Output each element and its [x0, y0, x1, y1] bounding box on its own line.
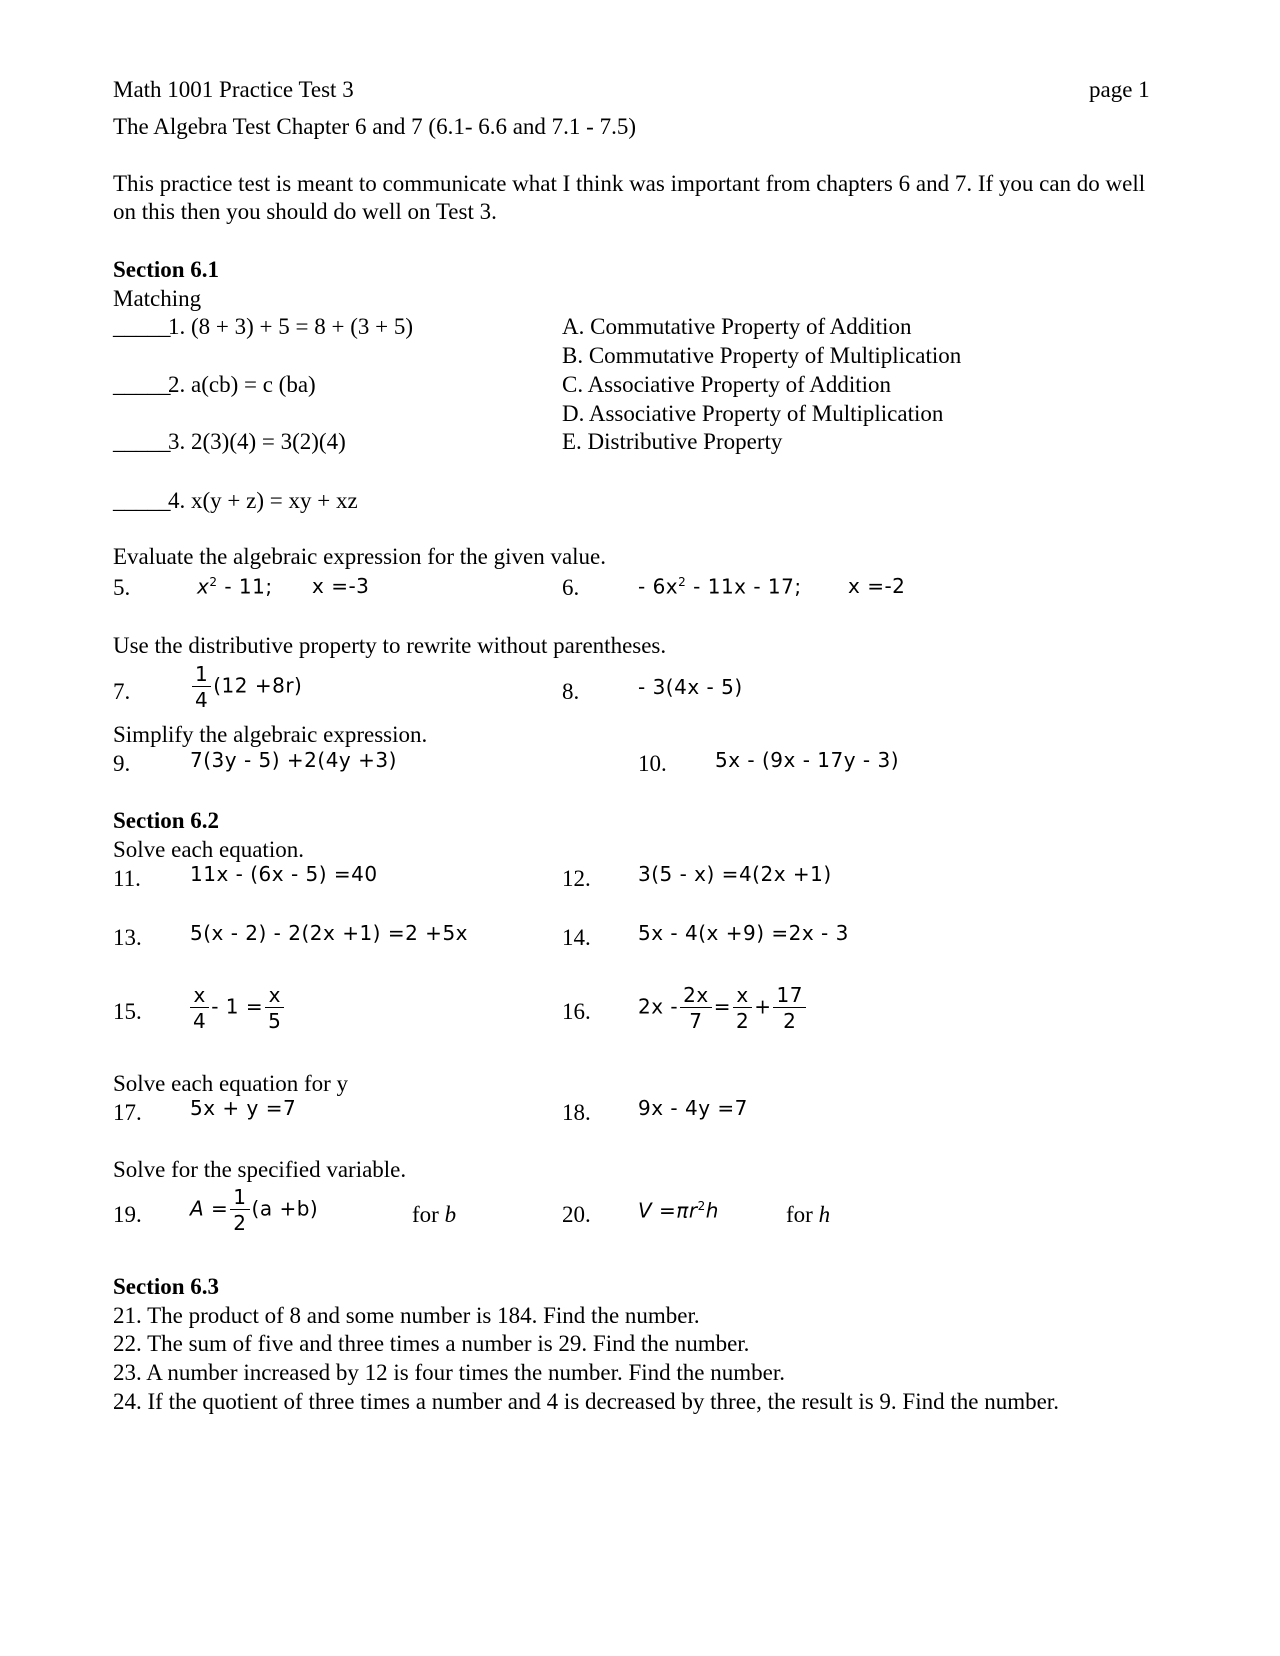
problem-7-fraction: $\frac{1}{4}$	[192, 664, 211, 710]
match-blank-4: _____	[113, 488, 171, 513]
problem-16-expression: 2x - $\frac{2x}{7}$ = $\frac{x}{2}$ + $\frac{17}{2}$	[638, 985, 808, 1031]
match-item-3: 3. 2(3)(4) = 3(2)(4)	[168, 429, 346, 454]
problem-13-expression: 5(x - 2) - 2(2x +1) =2 +5x	[190, 921, 468, 945]
problem-11-expression: 11x - (6x - 5) =40	[190, 862, 378, 886]
problem-6-condition: x =-2	[848, 574, 906, 598]
doc-title: Math 1001 Practice Test 3	[113, 77, 354, 102]
word-problem-24: 24. If the quotient of three times a number and 4 is decreased by three, the result is 9. Find the number.	[113, 1389, 1059, 1414]
problem-5-condition: x =-3	[312, 574, 370, 598]
problem-10-expression: 5x - (9x - 17y - 3)	[715, 748, 900, 772]
problem-15-expression: $\frac{x}{4}$ - 1 = $\frac{x}{5}$	[188, 985, 286, 1031]
problem-18-expression: 9x - 4y =7	[638, 1096, 748, 1120]
doc-subtitle: The Algebra Test Chapter 6 and 7 (6.1- 6.6 and 7.1 - 7.5)	[113, 114, 637, 139]
match-blank-2: _____	[113, 372, 171, 397]
word-problem-23: 23. A number increased by 12 is four times the number. Find the number.	[113, 1360, 786, 1385]
intro-paragraph: This practice test is meant to communicate what I think was important from chapters 6 and 7. If you can do well on this then you should do well on Test 3.	[113, 171, 1146, 224]
solve-for-y-instruction: Solve each equation for y	[113, 1071, 349, 1096]
distributive-instruction: Use the distributive property to rewrite without parentheses.	[113, 633, 667, 658]
problem-20-number: 20.	[562, 1202, 591, 1227]
problem-19-number: 19.	[113, 1202, 142, 1227]
specified-variable-instruction: Solve for the specified variable.	[113, 1157, 407, 1182]
evaluate-instruction: Evaluate the algebraic expression for the given value.	[113, 544, 607, 569]
match-option-b: B. Commutative Property of Multiplication	[562, 343, 962, 368]
match-item-1: 1. (8 + 3) + 5 = 8 + (3 + 5)	[168, 314, 413, 339]
section-heading-6-2: Section 6.2	[113, 808, 220, 833]
problem-12-number: 12.	[562, 866, 591, 891]
problem-8-expression: - 3(4x - 5)	[638, 675, 743, 699]
problem-12-expression: 3(5 - x) =4(2x +1)	[638, 862, 832, 886]
problem-10-number: 10.	[638, 751, 667, 776]
match-item-2: 2. a(cb) = c (ba)	[168, 372, 316, 397]
problem-20-for: for h	[786, 1202, 831, 1227]
problem-18-number: 18.	[562, 1100, 591, 1125]
problem-9-number: 9.	[113, 751, 131, 776]
matching-label: Matching	[113, 286, 202, 311]
match-blank-1: _____	[113, 314, 171, 339]
problem-13-number: 13.	[113, 925, 142, 950]
problem-11-number: 11.	[113, 866, 141, 891]
solve-instruction: Solve each equation.	[113, 837, 304, 862]
problem-7-number: 7.	[113, 679, 131, 704]
problem-14-number: 14.	[562, 925, 591, 950]
problem-17-number: 17.	[113, 1100, 142, 1125]
simplify-instruction: Simplify the algebraic expression.	[113, 722, 428, 747]
problem-14-expression: 5x - 4(x +9) =2x - 3	[638, 921, 849, 945]
match-option-a: A. Commutative Property of Addition	[562, 314, 912, 339]
match-option-c: C. Associative Property of Addition	[562, 372, 892, 397]
problem-15-number: 15.	[113, 999, 142, 1024]
problem-19-for: for b	[412, 1202, 457, 1227]
problem-6-number: 6.	[562, 575, 580, 600]
page-number: page 1	[1089, 77, 1150, 102]
problem-17-expression: 5x + y =7	[190, 1096, 297, 1120]
section-heading-6-1: Section 6.1	[113, 257, 220, 282]
word-problem-22: 22. The sum of five and three times a number is 29. Find the number.	[113, 1331, 750, 1356]
match-option-d: D. Associative Property of Multiplication	[562, 401, 944, 426]
problem-16-number: 16.	[562, 999, 591, 1024]
problem-5-number: 5.	[113, 575, 131, 600]
section-heading-6-3: Section 6.3	[113, 1274, 220, 1299]
problem-7-expression: $\frac{1}{4}$ (12 +8r)	[190, 664, 302, 710]
match-option-e: E. Distributive Property	[562, 429, 783, 454]
match-item-4: 4. x(y + z) = xy + xz	[168, 488, 358, 513]
problem-6-expression: - $6x^2 - 11x - 17$;	[638, 574, 802, 599]
problem-20-expression: $V =\pi r^2h$	[638, 1198, 719, 1223]
problem-5-expression: $x^2 - 11$;	[197, 574, 273, 599]
problem-8-number: 8.	[562, 679, 580, 704]
problem-9-expression: 7(3y - 5) +2(4y +3)	[190, 748, 397, 772]
word-problem-21: 21. The product of 8 and some number is 184. Find the number.	[113, 1303, 700, 1328]
problem-19-expression: A = $\frac{1}{2}$ (a +b)	[190, 1185, 319, 1235]
match-blank-3: _____	[113, 429, 171, 454]
